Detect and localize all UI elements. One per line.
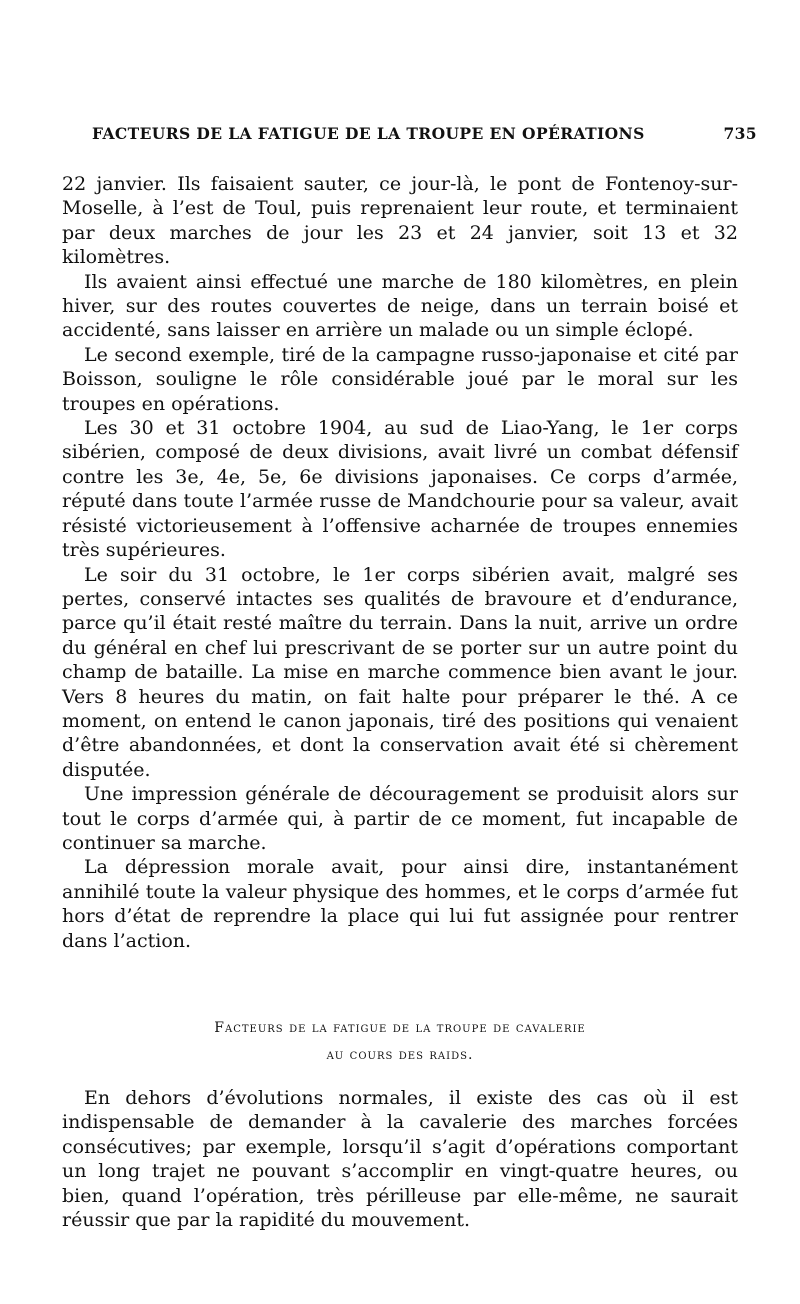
section-heading-line: au cours des raids. (326, 1047, 474, 1063)
paragraph: Une impression générale de découragement se produisit alors sur tout le corps d’armée qui, à partir de ce moment, fut incapable de continuer sa marche. (62, 783, 738, 854)
running-title: FACTEURS DE LA FATIGUE DE LA TROUPE EN OPÉRATIONS (92, 124, 645, 143)
running-header (92, 124, 757, 143)
page-number: 735 (723, 124, 757, 143)
section-heading (62, 1015, 738, 1069)
section-text (62, 1086, 738, 1232)
section-heading-line: Facteurs de la fatigue de la troupe de cavalerie (214, 1020, 586, 1036)
paragraph: Le soir du 31 octobre, le 1er corps sibérien avait, malgré ses pertes, conservé intactes ses qualités de bravoure et d’endurance, parce qu’il était resté maître du terrain. Dans la nuit, arrive un ordre du général en chef lui prescrivant de se porter sur un autre point du champ de bataille. La mise en marche commence bien avant le jour. Vers 8 heures du matin, on fait halte pour préparer le thé. A ce moment, on entend le canon japonais, tiré des positions qui venaient d’être abandonnées, et dont la conservation avait été si chèrement disputée. (62, 563, 738, 781)
paragraph: La dépression morale avait, pour ainsi dire, instantanément annihilé toute la valeur physique des hommes, et le corps d’armée fut hors d’état de reprendre la place qui lui fut assignée pour rentrer dans l’action. (62, 856, 738, 952)
paragraph: Les 30 et 31 octobre 1904, au sud de Liao-Yang, le 1er corps sibérien, composé de deux divisions, avait livré un combat défensif contre les 3e, 4e, 5e, 6e divisions japonaises. Ce corps d’armée, réputé dans toute l’armée russe de Mandchourie pour sa valeur, avait résisté victorieusement à l’offensive acharnée de troupes ennemies très supérieures. (62, 417, 738, 562)
paragraph: En dehors d’évolutions normales, il existe des cas où il est indispensable de demander à la cavalerie des marches forcées consécutives; par exemple, lorsqu’il s’agit d’opérations comportant un long trajet ne pouvant s’accomplir en vingt-quatre heures, ou bien, quand l’opération, très périlleuse par elle-même, ne saurait réussir que par la rapidité du mouvement. (62, 1087, 738, 1232)
paragraph: 22 janvier. Ils faisaient sauter, ce jour-là, le pont de Fontenoy-sur-Moselle, à l’est de Toul, puis reprenaient leur route, et terminaient par deux marches de jour les 23 et 24 janvier, soit 13 et 32 kilomètres. (62, 173, 738, 269)
paragraph: Ils avaient ainsi effectué une marche de 180 kilomètres, en plein hiver, sur des routes couvertes de neige, dans un terrain boisé et accidenté, sans laisser en arrière un malade ou un simple éclopé. (62, 270, 738, 342)
paragraph: Le second exemple, tiré de la campagne russo-japonaise et cité par Boisson, souligne le rôle considérable joué par le moral sur les troupes en opérations. (62, 343, 738, 415)
main-text (62, 172, 738, 953)
